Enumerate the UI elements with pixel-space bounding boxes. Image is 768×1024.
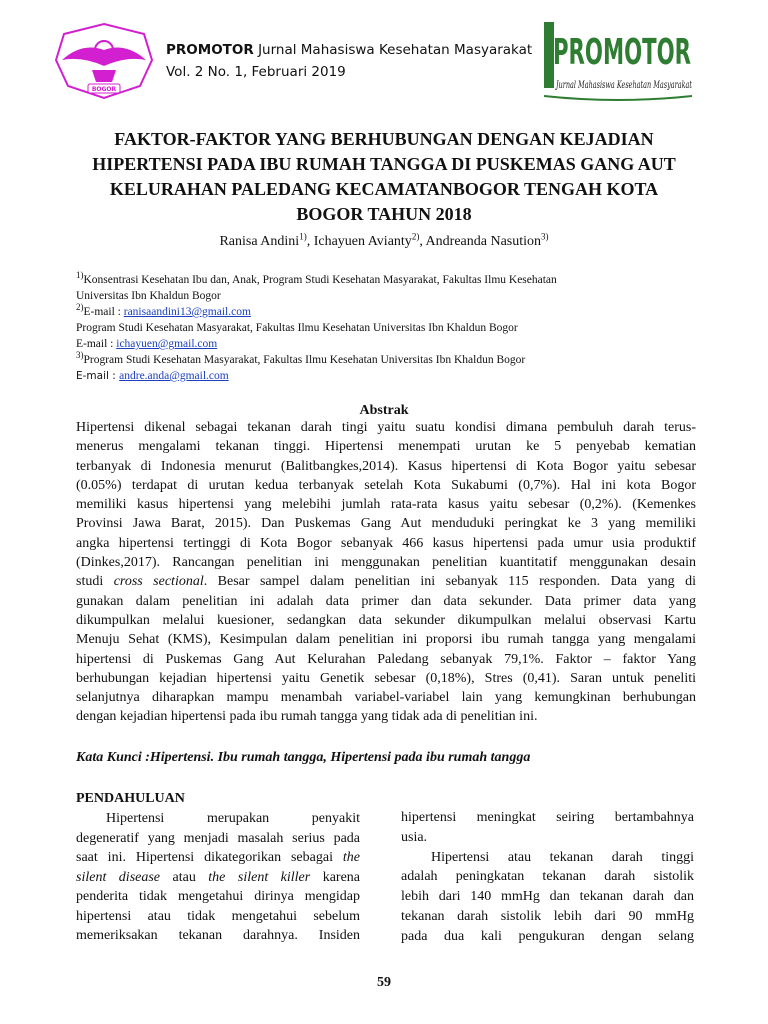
abstract-body — [76, 418, 696, 727]
paper-title — [60, 127, 708, 227]
abstract-heading: Abstrak — [359, 403, 409, 418]
affiliation-email-1 — [76, 304, 557, 320]
body-line — [76, 868, 360, 888]
body-line — [76, 848, 360, 868]
body-text: karena — [310, 869, 361, 885]
abstract-line: terbanyak di Indonesia menurut (Balitbangkes,2014). Kasus hipertensi di Kota Bogor yaitu sebesar — [76, 458, 696, 474]
journal-subtitle: Jurnal Mahasiswa Kesehatan Masyarakat — [258, 42, 533, 58]
journal-volume: Vol. 2 No. 1, Februari 2019 — [166, 64, 346, 80]
body-line: lebih dari 140 mmHg dan tekanan darah dan — [401, 889, 694, 905]
title-line: KELURAHAN PALEDANG KECAMATANBOGOR TENGAH KOTA — [109, 179, 659, 199]
affiliation-1-cont: Universitas Ibn Khaldun Bogor — [76, 290, 221, 302]
abstract-line: Hipertensi dikenal sebagai tekanan darah tingi yaitu suatu kondisi dimana pembuluh darah terus- — [76, 420, 696, 435]
body-italic: the silent killer — [208, 869, 311, 885]
author-sup: 3) — [541, 231, 549, 242]
affiliation-text: Program Studi Kesehatan Masyarakat, Fakultas Ilmu Kesehatan Universitas Ibn Khaldun Bogor — [83, 354, 526, 366]
abstract-line — [76, 572, 696, 591]
intro-right-column — [401, 808, 694, 947]
affiliation-sup: 2) — [76, 302, 84, 313]
author-sep: , — [419, 234, 426, 249]
email-link[interactable]: ranisaandini13@gmail.com — [123, 306, 251, 318]
abstract-line: memiliki kasus hipertensi yang melebihi jumlah rata-rata kasus yaitu sebesar (0,2%). (Kemenkes — [76, 497, 696, 513]
journal-title — [166, 42, 532, 58]
body-text: saat ini. Hipertensi dikategorikan sebagai — [76, 850, 343, 865]
intro-left-column — [76, 809, 360, 946]
email-label: E-mail : — [83, 306, 124, 318]
body-line: hipertensi atau tidak mengetahui sebelum — [76, 908, 360, 924]
body-line: memeriksakan tekanan darahnya. Insiden — [76, 928, 360, 943]
abstract-line: selanjutnya diharapkan mampu menambah variabel-variabel lain yang kemungkinan berhubungan — [76, 690, 696, 706]
logo-caption: BOGOR — [91, 86, 117, 93]
affiliation-1 — [76, 272, 557, 288]
author-sup: 2) — [411, 231, 420, 242]
body-line: usia. — [401, 829, 428, 845]
affiliation-2: Program Studi Kesehatan Masyarakat, Fakultas Ilmu Kesehatan Universitas Ibn Khaldun Bogor — [76, 322, 518, 334]
body-line: penderita tidak mengetahui dirinya mengidap — [76, 889, 360, 904]
promotor-logo — [538, 18, 698, 106]
promotor-logo-subtitle: Jurnal Mahasiswa Kesehatan Masyarakat — [554, 80, 693, 91]
body-italic: the — [342, 850, 360, 865]
body-line: Hipertensi merupakan penyakit — [106, 811, 360, 826]
author-sup: 1) — [299, 231, 307, 242]
abstract-line: (0.05%) terdapat di urutan kedua terbanyak setelah Kota Sukabumi (0,7%). Hal ini kota Bogor — [76, 477, 696, 493]
author-name: Ichayuen Avianty — [313, 234, 412, 249]
body-line: degeneratif yang menjadi masalah serius pada — [76, 830, 360, 846]
abstract-line: Provinsi Jawa Barat, 2015). Dan Puskemas Gang Aut menduduki peringkat ke 3 yang memiliki — [76, 516, 696, 532]
abstract-line: gunakan dalam penelitian ini adalah data primer dan data sekunder. Data primer data yang — [76, 593, 696, 609]
abstract-line: menerus mengalami tekanan tinggi. Hipertensi menempati urutan ke 5 penyebab kematian — [76, 439, 696, 455]
promotor-logo-title: PROMOTOR — [553, 32, 691, 73]
abstract-line: (Dinkes,2017). Rancangan penelitian ini menggunakan penelitian kuantitatif menggunakan desain — [76, 555, 696, 571]
section-heading: PENDAHULUAN — [76, 791, 185, 806]
journal-name: PROMOTOR — [166, 42, 254, 58]
email-label: E-mail : — [76, 338, 117, 350]
abstract-text: studi — [76, 574, 114, 590]
email-link[interactable]: andre.anda@gmail.com — [119, 370, 229, 382]
title-line: HIPERTENSI PADA IBU RUMAH TANGGA DI PUSKEMAS GANG AUT — [92, 154, 676, 174]
abstract-line: dikumpulkan melalui kuesioner, sedangkan data sekunder dikumpulkan melalui observasi Kartu — [76, 612, 696, 628]
body-line: Hipertensi atau tekanan darah tinggi — [431, 849, 694, 865]
email-link[interactable]: ichayuen@gmail.com — [116, 338, 218, 350]
abstract-line: hipertensi di Puskemas Gang Aut Kelurahan Paledang sebanyak 79,1%. Faktor – faktor Yang — [76, 651, 696, 667]
body-line: pada dua kali pengukuran dengan selang — [401, 928, 694, 944]
abstract-line: dengan kejadian hipertensi pada ibu rumah tangga yang tidak ada di penelitian ini. — [76, 709, 538, 725]
keywords: Kata Kunci :Hipertensi. Ibu rumah tangga, Hipertensi pada ibu rumah tangga — [76, 750, 531, 765]
affiliation-sup: 3) — [76, 350, 84, 361]
body-line: hipertensi meningkat seiring bertambahnya — [401, 810, 694, 825]
body-text: atau — [160, 869, 209, 885]
title-line: FAKTOR-FAKTOR YANG BERHUBUNGAN DENGAN KEJADIAN — [114, 129, 654, 149]
abstract-italic: cross sectional — [113, 574, 204, 590]
email-label: E-mail : — [76, 370, 120, 382]
body-line: tekanan darah sistolik lebih dari 90 mmHg — [401, 908, 694, 924]
abstract-line: berhubungan kejadian hipertensi yaitu Genetik sebesar (0,18%), Stres (0,41). Saran untuk peneliti — [76, 670, 696, 686]
affiliation-sup: 1) — [76, 270, 84, 281]
author-list — [0, 231, 768, 250]
affiliation-3 — [76, 352, 557, 368]
university-logo — [52, 20, 156, 102]
author-name: Ranisa Andini — [219, 234, 300, 249]
abstract-line: angka hipertensi tertinggi di Kota Bogor sebanyak 466 kasus hipertensi pada umur usia produktif — [76, 535, 696, 551]
affiliations — [76, 272, 557, 384]
affiliation-text: Konsentrasi Kesehatan Ibu dan, Anak, Program Studi Kesehatan Masyarakat, Fakultas Ilmu Kesehatan — [83, 274, 557, 286]
affiliation-email-2 — [76, 336, 557, 352]
author-name: Andreanda Nasution — [425, 234, 542, 249]
abstract-text: . Besar sampel dalam penelitian ini sebanyak 115 responden. Data yang di — [203, 574, 696, 590]
body-line: adalah peningkatan tekanan darah sistolik — [401, 869, 694, 885]
page-number: 59 — [377, 975, 391, 990]
body-italic: silent disease — [76, 869, 161, 885]
title-line: BOGOR TAHUN 2018 — [296, 204, 472, 224]
abstract-line: Menuju Sehat (KMS), Kesimpulan dalam penelitian ini proporsi ibu rumah tangga yang mengalami — [76, 632, 696, 648]
author-sep: , — [306, 234, 314, 249]
affiliation-email-3 — [76, 368, 557, 384]
